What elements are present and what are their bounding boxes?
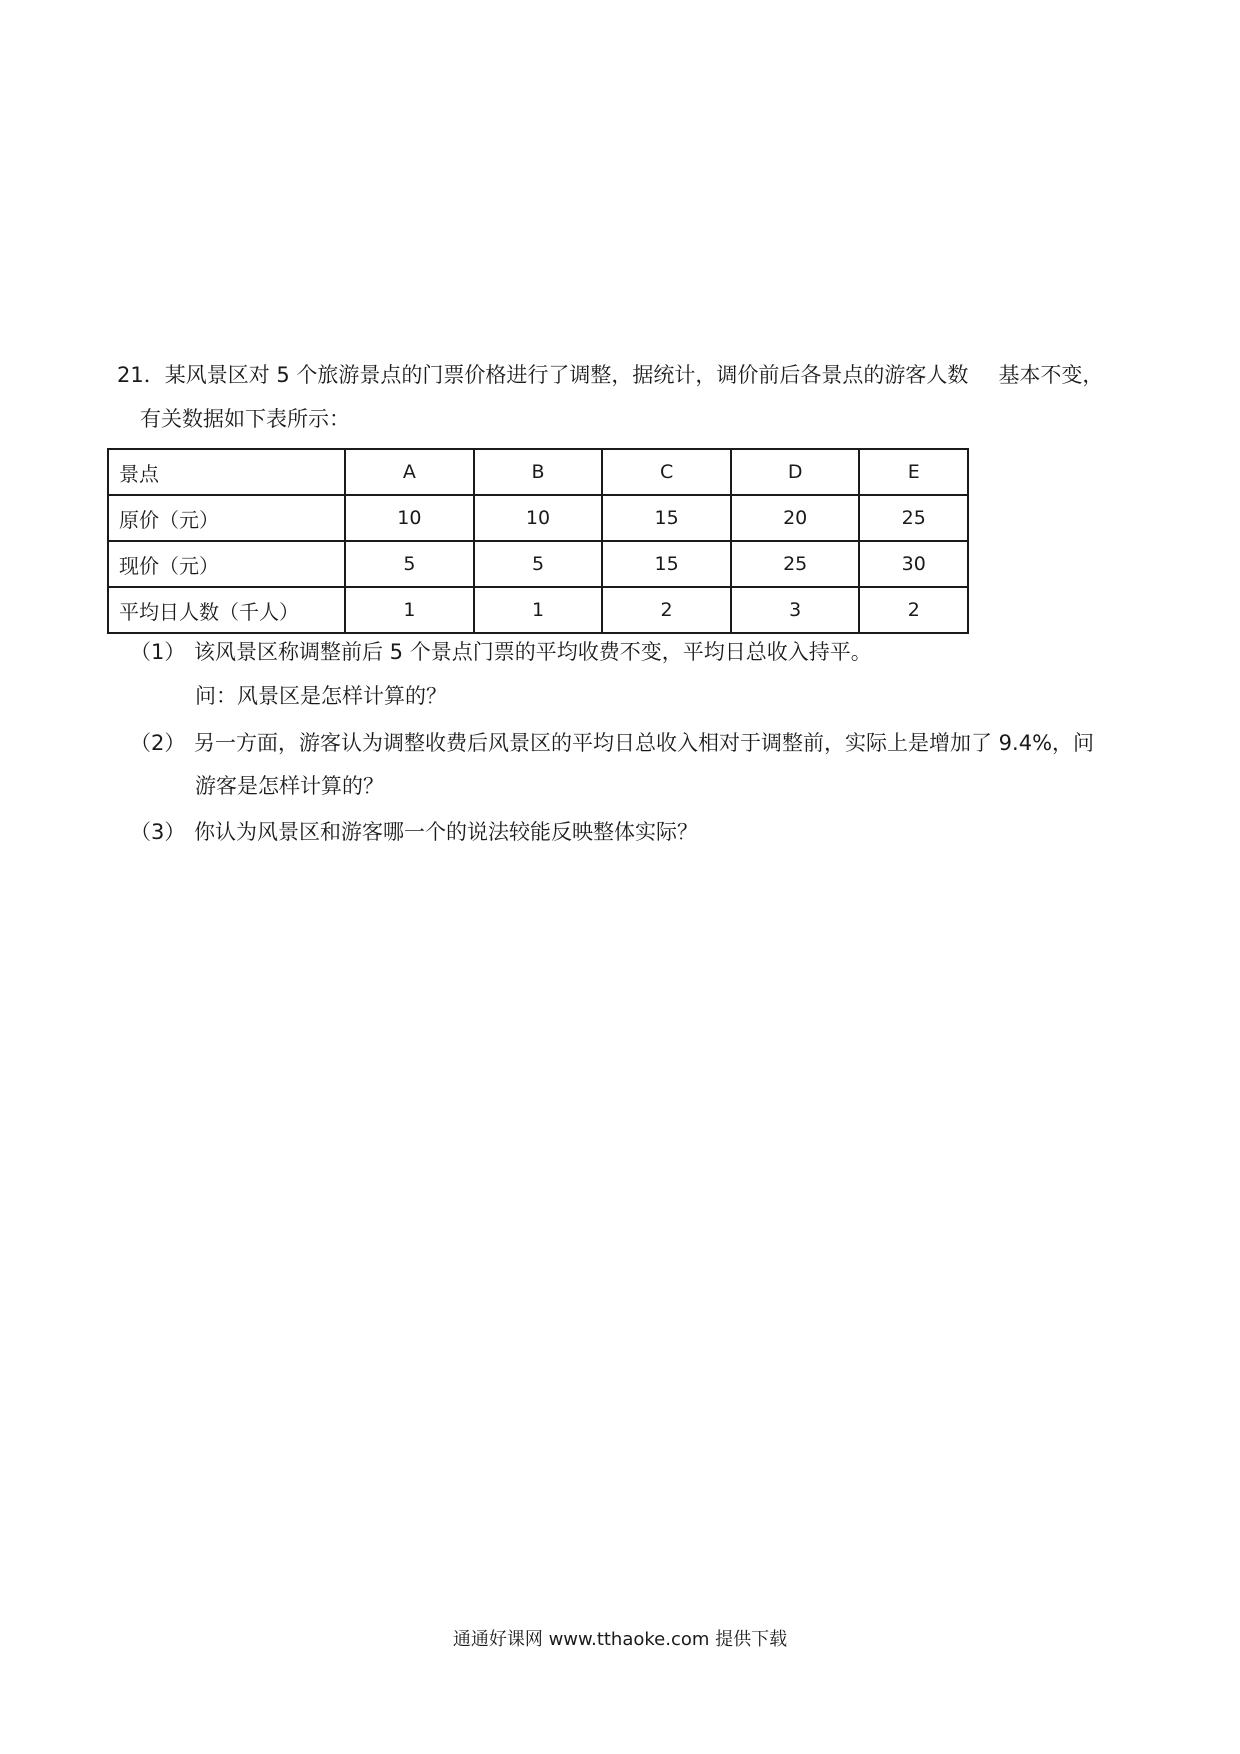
table-cell: 3 bbox=[731, 587, 860, 633]
table-cell: 1 bbox=[345, 587, 474, 633]
table-cell: 10 bbox=[345, 495, 474, 541]
table-header-cell: A bbox=[345, 449, 474, 495]
table-header-cell: D bbox=[731, 449, 860, 495]
subquestion-number: （1） bbox=[130, 640, 186, 664]
table-cell: 30 bbox=[859, 541, 968, 587]
table-header-cell: B bbox=[474, 449, 603, 495]
table-cell: 2 bbox=[602, 587, 731, 633]
table-row bbox=[108, 587, 968, 633]
table-row-label: 现价（元） bbox=[108, 541, 345, 587]
question-stem-line-2: 有关数据如下表所示： bbox=[140, 407, 350, 431]
price-table bbox=[107, 448, 969, 634]
table-row bbox=[108, 541, 968, 587]
table-cell: 25 bbox=[731, 541, 860, 587]
table-cell: 15 bbox=[602, 495, 731, 541]
subquestion-text: 你认为风景区和游客哪一个的说法较能反映整体实际？ bbox=[194, 820, 698, 844]
table-cell: 10 bbox=[474, 495, 603, 541]
table-cell: 15 bbox=[602, 541, 731, 587]
table-row bbox=[108, 495, 968, 541]
table-header-cell: C bbox=[602, 449, 731, 495]
page-footer: 通通好课网 www.tthaoke.com 提供下载 bbox=[452, 1629, 788, 1650]
table-header-row bbox=[108, 449, 968, 495]
question-stem-text-tail: 基本不变， bbox=[998, 363, 1104, 387]
subquestion-1 bbox=[130, 637, 872, 667]
subquestion-number: （3） bbox=[130, 820, 186, 844]
table-cell: 1 bbox=[474, 587, 603, 633]
question-stem-line-1 bbox=[117, 360, 1103, 390]
subquestion-3 bbox=[130, 817, 698, 847]
table-cell: 5 bbox=[474, 541, 603, 587]
subquestion-1-continuation: 问：风景区是怎样计算的？ bbox=[195, 684, 447, 708]
table-cell: 25 bbox=[859, 495, 968, 541]
table-cell: 2 bbox=[859, 587, 968, 633]
table-row-label: 平均日人数（千人） bbox=[108, 587, 345, 633]
subquestion-text: 该风景区称调整前后 5 个景点门票的平均收费不变，平均日总收入持平。 bbox=[194, 640, 872, 664]
table-cell: 5 bbox=[345, 541, 474, 587]
table-header-cell: E bbox=[859, 449, 968, 495]
subquestion-2 bbox=[130, 728, 1094, 758]
subquestion-number: （2） bbox=[130, 731, 186, 755]
table-header-cell: 景点 bbox=[108, 449, 345, 495]
table-row-label: 原价（元） bbox=[108, 495, 345, 541]
subquestion-2-continuation: 游客是怎样计算的？ bbox=[195, 774, 384, 798]
question-stem-text: 21．某风景区对 5 个旅游景点的门票价格进行了调整，据统计，调价前后各景点的游客人数 bbox=[117, 363, 969, 387]
table-cell: 20 bbox=[731, 495, 860, 541]
subquestion-text: 另一方面，游客认为调整收费后风景区的平均日总收入相对于调整前，实际上是增加了 9.4%，问 bbox=[194, 731, 1095, 755]
